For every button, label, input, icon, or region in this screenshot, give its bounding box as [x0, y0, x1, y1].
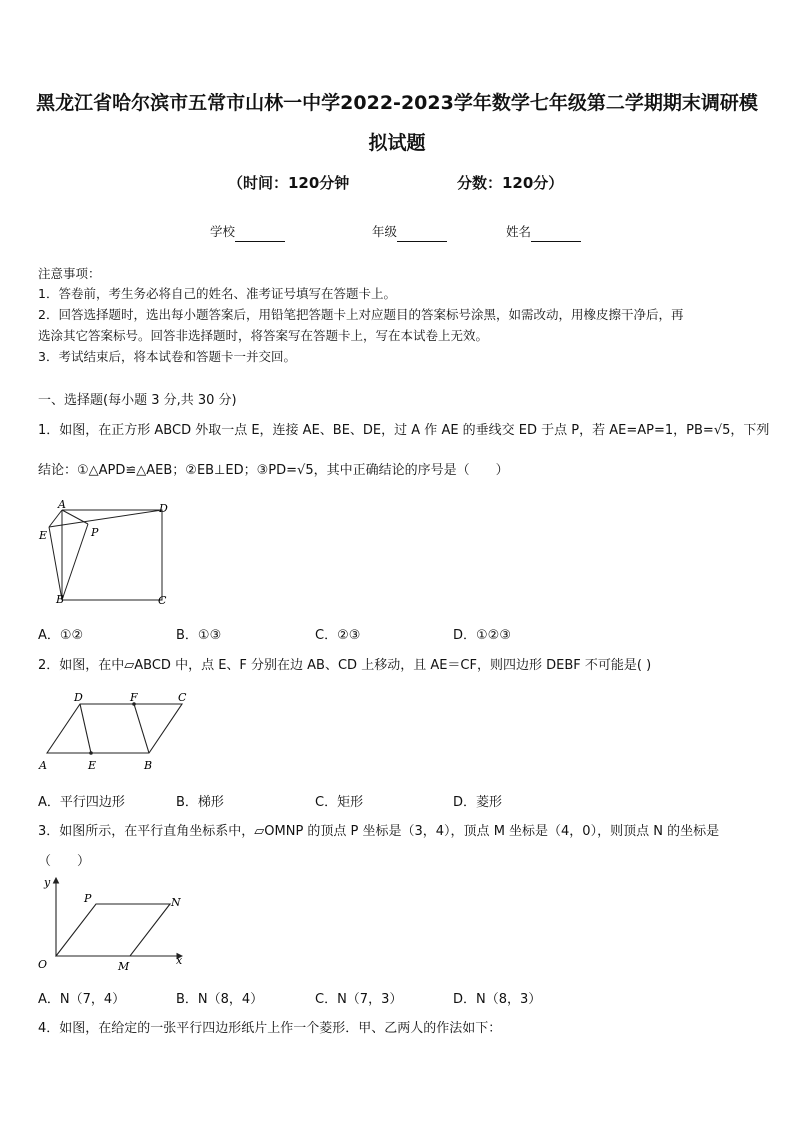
- question-3-line2: （ ）: [38, 854, 91, 869]
- q2-option-c[interactable]: C．矩形: [315, 795, 364, 810]
- question-1-line1: 1．如图，在正方形 ABCD 外取一点 E，连接 AE、BE、DE，过 A 作 AE 的垂线交 ED 于点 P，若 AE=AP=1，PB=√5，下列: [38, 423, 770, 438]
- notes-item-1: 1．答卷前，考生务必将自己的姓名、准考证号填写在答题卡上。: [38, 286, 396, 301]
- exam-score: 分数：120分）: [457, 174, 564, 192]
- fig2-label-b: B: [144, 759, 153, 772]
- fig1-label-e: E: [39, 529, 48, 542]
- question-4-line1: 4．如图，在给定的一张平行四边形纸片上作一个菱形．甲、乙两人的作法如下：: [38, 1021, 502, 1036]
- school-blank[interactable]: [235, 227, 285, 242]
- grade-label: 年级: [372, 224, 398, 239]
- fig2-label-a: A: [39, 759, 47, 772]
- notes-heading: 注意事项：: [38, 266, 101, 281]
- question-3-figure: [34, 870, 194, 976]
- question-3-line1: 3．如图所示，在平行直角坐标系中，▱OMNP 的顶点 P 坐标是（3，4），顶点 M 坐标是（4，0），则顶点 N 的坐标是: [38, 824, 720, 839]
- page-title-line1: 黑龙江省哈尔滨市五常市山林一中学2022-2023学年数学七年级第二学期期末调研模: [36, 92, 758, 114]
- fig2-label-d: D: [74, 691, 83, 704]
- fig1-label-p: P: [91, 526, 99, 539]
- name-blank[interactable]: [531, 227, 581, 242]
- question-2-line1: 2．如图，在中▱ABCD 中，点 E、F 分别在边 AB、CD 上移动，且 AE＝CF，则四边形 DEBF 不可能是( ): [38, 658, 652, 673]
- name-label: 姓名: [506, 224, 532, 239]
- q3-option-d[interactable]: D．N（8，3）: [453, 992, 542, 1007]
- segment-ap: [62, 510, 88, 524]
- q2-option-d[interactable]: D．菱形: [453, 795, 503, 810]
- school-field[interactable]: [210, 222, 285, 242]
- question-2-figure: [34, 687, 194, 777]
- segment-de: [80, 704, 91, 753]
- notes-item-3: 3．考试结束后，将本试卷和答题卡一并交回。: [38, 349, 296, 364]
- notes-item-2-cont: 选涂其它答案标号。回答非选择题时，将答案写在答题卡上，写在本试卷上无效。: [38, 328, 489, 343]
- fig1-label-a: A: [58, 500, 66, 511]
- fig3-label-o: O: [38, 958, 48, 971]
- q1-option-a[interactable]: A．①②: [38, 628, 84, 643]
- q3-option-c[interactable]: C．N（7，3）: [315, 992, 403, 1007]
- q2-option-b[interactable]: B．梯形: [176, 795, 224, 810]
- fig2-label-f: F: [130, 691, 138, 704]
- fig1-label-b: B: [56, 593, 65, 606]
- fig3-label-p: P: [84, 892, 92, 905]
- question-1-line2: 结论：①△APD≌△AEB；②EB⊥ED；③PD=√5，其中正确结论的序号是（ ）: [38, 463, 509, 478]
- segment-eb: [49, 527, 62, 600]
- grade-field[interactable]: [372, 222, 447, 242]
- segment-ae: [49, 510, 62, 527]
- q1-option-d[interactable]: D．①②③: [453, 628, 511, 643]
- fig3-label-y: y: [44, 876, 51, 889]
- fig2-label-e: E: [88, 759, 97, 772]
- fig2-label-c: C: [178, 691, 187, 704]
- name-field[interactable]: [506, 222, 581, 242]
- fig3-label-n: N: [171, 896, 181, 909]
- point-e: [89, 751, 93, 755]
- fig1-label-d: D: [159, 502, 168, 515]
- q3-option-b[interactable]: B．N（8，4）: [176, 992, 264, 1007]
- fig3-label-m: M: [118, 960, 130, 973]
- fig1-label-c: C: [158, 594, 167, 607]
- fig3-label-x: x: [176, 954, 183, 967]
- grade-blank[interactable]: [397, 227, 447, 242]
- parallelogram-omnp: [56, 904, 170, 956]
- page-title-line2: 拟试题: [368, 132, 426, 154]
- q1-option-c[interactable]: C．②③: [315, 628, 361, 643]
- exam-time: （时间：120分钟: [228, 174, 350, 192]
- question-1-figure: [34, 500, 174, 610]
- parallelogram-abcd: [47, 704, 182, 753]
- segment-pb: [62, 524, 88, 600]
- notes-item-2: 2．回答选择题时，选出每小题答案后，用铅笔把答题卡上对应题目的答案标号涂黑，如需改动，用橡皮擦干净后，再: [38, 307, 684, 322]
- q2-option-a[interactable]: A．平行四边形: [38, 795, 125, 810]
- section-heading: 一、选择题(每小题 3 分,共 30 分): [38, 393, 237, 408]
- q3-option-a[interactable]: A．N（7，4）: [38, 992, 126, 1007]
- segment-fb: [134, 704, 149, 753]
- q1-option-b[interactable]: B．①③: [176, 628, 222, 643]
- school-label: 学校: [210, 224, 236, 239]
